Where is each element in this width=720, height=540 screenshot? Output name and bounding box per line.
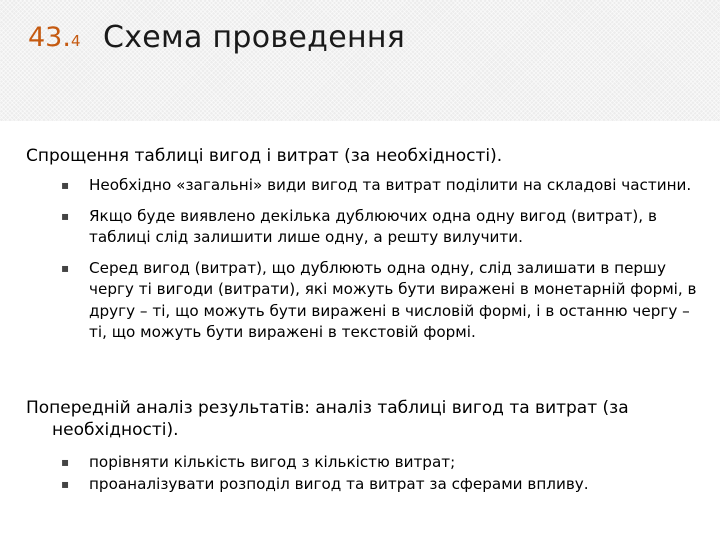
list-item bbox=[61, 474, 701, 496]
list-item-text: порівняти кількість вигод з кількістю витрат; bbox=[89, 453, 456, 471]
bullet-icon: ▪ bbox=[61, 208, 70, 223]
header-band bbox=[0, 0, 720, 121]
section2-heading bbox=[26, 397, 696, 441]
bullet-icon: ▪ bbox=[61, 260, 70, 275]
bullet-icon: ▪ bbox=[61, 455, 70, 469]
section1-heading: Спрощення таблиці вигод і витрат (за необхідності). bbox=[26, 146, 503, 166]
list-item-text: Необхідно «загальні» види вигод та витрат поділити на складові частини. bbox=[89, 176, 692, 194]
section2-heading-text: Попередній аналіз результатів: аналіз таблиці вигод та витрат (за bbox=[26, 398, 629, 418]
list-item bbox=[61, 206, 701, 249]
list-item-text: Якщо буде виявлено декілька дублюючих одна одну вигод (витрат), в таблиці слід залишити лише одну, а решту вилучити. bbox=[89, 206, 657, 246]
slide-number-sub: 4 bbox=[70, 32, 81, 50]
bullet-icon: ▪ bbox=[61, 178, 70, 192]
section2-list bbox=[61, 452, 701, 495]
slide-title: Схема проведення bbox=[103, 20, 406, 55]
list-item-text: Серед вигод (витрат), що дублюють одна одну, слід залишати в першу чергу ті вигоди (витрати), які можуть бути виражені в монетарній формі, в другу – ті, що можуть бути виражені в числовій формі, і в останню чергу – ті, що можуть бути виражені в текстовій формі. bbox=[89, 258, 697, 341]
list-item-text: проаналізувати розподіл вигод та витрат за сферами впливу. bbox=[89, 474, 589, 493]
slide-number bbox=[28, 24, 81, 51]
section1-list bbox=[61, 175, 701, 344]
list-item bbox=[61, 175, 701, 197]
slide-number-main: 43. bbox=[28, 22, 71, 53]
list-item bbox=[61, 258, 701, 344]
list-item bbox=[61, 452, 701, 474]
bullet-icon: ▪ bbox=[61, 476, 70, 491]
section2-heading-cont: необхідності). bbox=[52, 420, 179, 440]
